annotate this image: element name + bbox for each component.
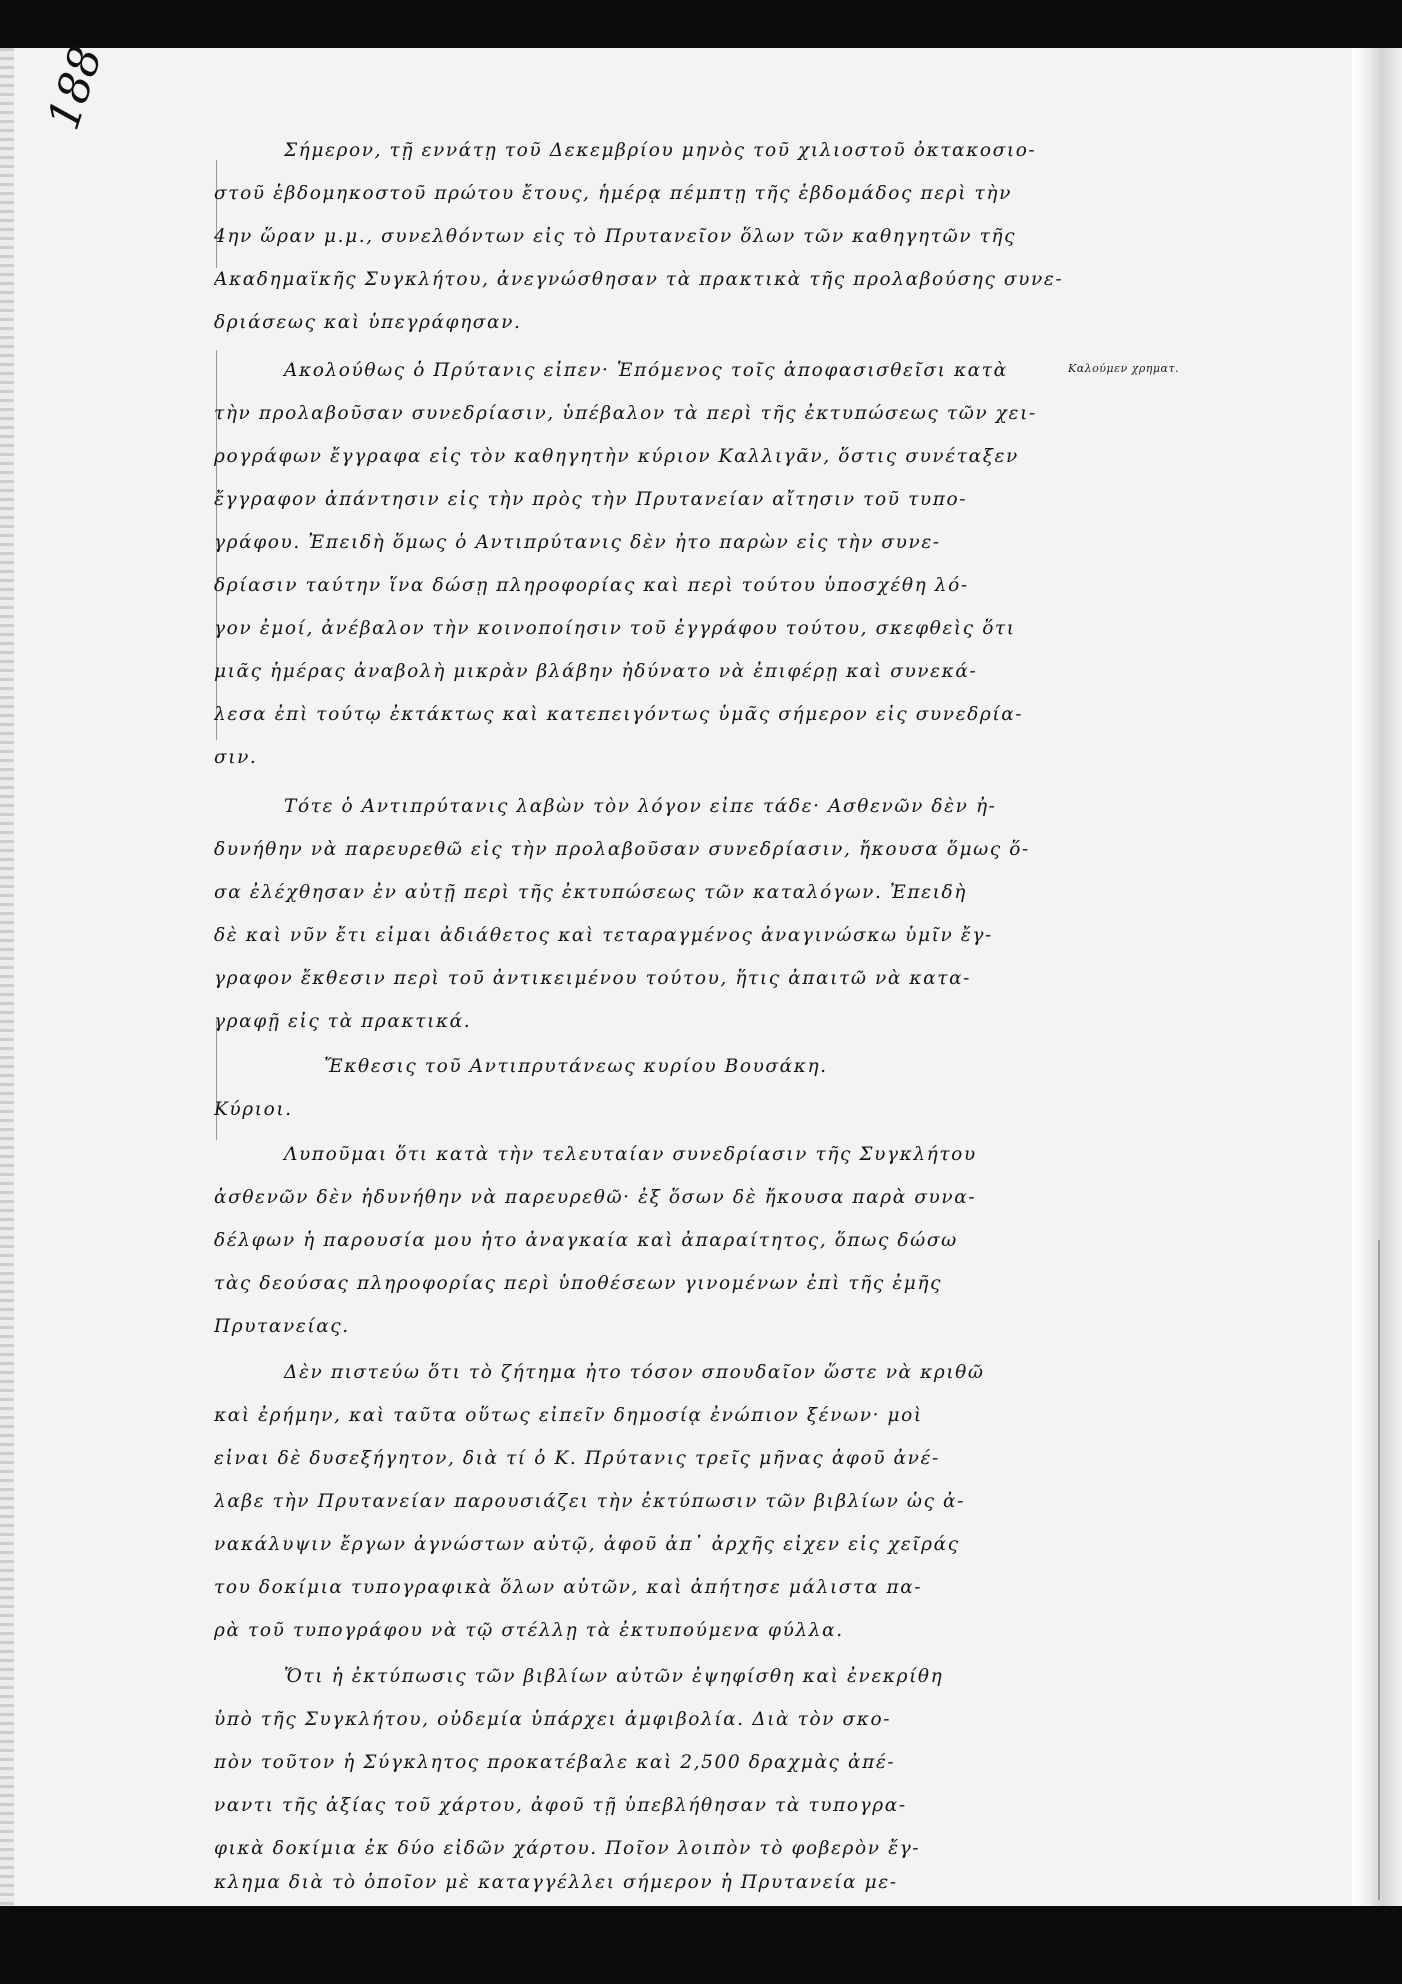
scan-right-shadow-line <box>1378 1240 1380 1900</box>
text-line: δὲ καὶ νῦν ἔτι εἶμαι ἀδιάθετος καὶ τεταραγμένος ἀναγινώσκω ὑμῖν ἔγ- <box>214 925 993 946</box>
text-line: Ἔκθεσις τοῦ Αντιπρυτάνεως κυρίου Βουσάκη. <box>324 1056 828 1077</box>
text-line: ρὰ τοῦ τυπογράφου νὰ τῷ στέλλῃ τὰ ἐκτυπούμενα φύλλα. <box>214 1620 844 1641</box>
text-line: τὰς δεούσας πληροφορίας περὶ ὑποθέσεων γινομένων ἐπὶ τῆς ἐμῆς <box>214 1273 943 1294</box>
text-line: Ακολούθως ὁ Πρύτανις εἶπεν· Ἑπόμενος τοῖς ἀποφασισθεῖσι κατὰ <box>284 360 1008 381</box>
text-line: Σήμερον, τῇ εννάτῃ τοῦ Δεκεμβρίου μηνὸς τοῦ χιλιοστοῦ ὀκτακοσιο- <box>284 140 1037 161</box>
text-line: Δὲν πιστεύω ὅτι τὸ ζήτημα ἦτο τόσον σπουδαῖον ὥστε νὰ κριθῶ <box>284 1362 985 1383</box>
text-line: στοῦ ἑβδομηκοστοῦ πρώτου ἔτους, ἡμέρᾳ πέμπτῃ τῆς ἑβδομάδος περὶ τὴν <box>214 183 1012 204</box>
text-line: λαβε τὴν Πρυτανείαν παρουσιάζει τὴν ἐκτύπωσιν τῶν βιβλίων ὡς ἀ- <box>214 1491 965 1512</box>
scan-top-border <box>0 0 1402 48</box>
text-line: τὴν προλαβοῦσαν συνεδρίασιν, ὑπέβαλον τὰ περὶ τῆς ἐκτυπώσεως τῶν χει- <box>214 403 1037 424</box>
scan-left-edge <box>0 48 14 1906</box>
text-line: δρίασιν ταύτην ἵνα δώσῃ πληροφορίας καὶ περὶ τούτου ὑποσχέθη λό- <box>214 575 969 596</box>
text-line: δριάσεως καὶ ὑπεγράφησαν. <box>214 312 522 333</box>
text-line: Πρυτανείας. <box>214 1316 350 1337</box>
text-line: ναντι τῆς ἀξίας τοῦ χάρτου, ἀφοῦ τῇ ὑπεβλήθησαν τὰ τυπογρα- <box>214 1795 907 1816</box>
text-line: Λυποῦμαι ὅτι κατὰ τὴν τελευταίαν συνεδρίασιν τῆς Συγκλήτου <box>284 1144 977 1165</box>
text-line: γραφῇ εἰς τὰ πρακτικά. <box>214 1011 472 1032</box>
text-line: κλημα διὰ τὸ ὁποῖον μὲ καταγγέλλει σήμερον ἡ Πρυτανεία με- <box>214 1872 898 1893</box>
text-line: πὸν τοῦτον ἡ Σύγκλητος προκατέβαλε καὶ 2,500 δραχμὰς ἀπέ- <box>214 1752 896 1773</box>
text-line: Ακαδημαϊκῆς Συγκλήτου, ἀνεγνώσθησαν τὰ πρακτικὰ τῆς προλαβούσης συνε- <box>214 269 1064 290</box>
text-line: Τότε ὁ Αντιπρύτανις λαβὼν τὸν λόγον εἶπε τάδε· Ασθενῶν δὲν ἠ- <box>284 796 997 817</box>
text-line: μιᾶς ἡμέρας ἀναβολὴ μικρὰν βλάβην ἠδύνατο νὰ ἐπιφέρῃ καὶ συνεκά- <box>214 661 978 682</box>
text-line: 4ην ὥραν μ.μ., συνελθόντων εἰς τὸ Πρυτανεῖον ὅλων τῶν καθηγητῶν τῆς <box>214 226 1017 247</box>
text-line: ὑπὸ τῆς Συγκλήτου, οὐδεμία ὑπάρχει ἀμφιβολία. Διὰ τὸν σκο- <box>214 1709 892 1730</box>
text-line: φικὰ δοκίμια ἐκ δύο εἰδῶν χάρτου. Ποῖον λοιπὸν τὸ φοβερὸν ἔγ- <box>214 1838 921 1859</box>
text-line: του δοκίμια τυπογραφικὰ ὅλων αὐτῶν, καὶ ἀπήτησε μάλιστα πα- <box>214 1577 923 1598</box>
text-line: εἶναι δὲ δυσεξήγητον, διὰ τί ὁ Κ. Πρύτανις τρεῖς μῆνας ἀφοῦ ἀνέ- <box>214 1448 940 1469</box>
page-number: 188 <box>38 40 113 136</box>
text-line: σιν. <box>214 747 258 768</box>
text-line: λεσα ἐπὶ τούτῳ ἐκτάκτως καὶ κατεπειγόντως ὑμᾶς σήμερον εἰς συνεδρία- <box>214 704 1024 725</box>
text-line: νακάλυψιν ἔργων ἀγνώστων αὐτῷ, ἀφοῦ ἀπ᾽ ἀρχῆς εἶχεν εἰς χεῖράς <box>214 1534 960 1555</box>
scan-bottom-border <box>0 1906 1402 1984</box>
text-line: γραφον ἔκθεσιν περὶ τοῦ ἀντικειμένου τούτου, ἥτις ἀπαιτῶ νὰ κατα- <box>214 968 972 989</box>
text-line: ἔγγραφον ἀπάντησιν εἰς τὴν πρὸς τὴν Πρυτανείαν αἴτησιν τοῦ τυπο- <box>214 489 968 510</box>
text-line: Ὅτι ἡ ἐκτύπωσις τῶν βιβλίων αὐτῶν ἐψηφίσθη καὶ ἐνεκρίθη <box>284 1666 944 1687</box>
text-line: καὶ ἐρήμην, καὶ ταῦτα οὕτως εἰπεῖν δημοσίᾳ ἐνώπιον ξένων· μοὶ <box>214 1405 923 1426</box>
text-line: ἀσθενῶν δὲν ἠδυνήθην νὰ παρευρεθῶ· ἐξ ὅσων δὲ ἤκουσα παρὰ συνα- <box>214 1187 977 1208</box>
text-line: δέλφων ἡ παρουσία μου ἦτο ἀναγκαία καὶ ἀπαραίτητος, ὅπως δώσω <box>214 1230 958 1251</box>
text-line: Κύριοι. <box>214 1099 293 1120</box>
text-line: γον ἐμοί, ἀνέβαλον τὴν κοινοποίησιν τοῦ ἐγγράφου τούτου, σκεφθεὶς ὅτι <box>214 618 1016 639</box>
scan-right-edge <box>1352 48 1402 1906</box>
text-line: δυνήθην νὰ παρευρεθῶ εἰς τὴν προλαβοῦσαν συνεδρίασιν, ἤκουσα ὅμως ὅ- <box>214 839 1030 860</box>
text-line: γράφου. Ἐπειδὴ ὅμως ὁ Αντιπρύτανις δὲν ἦτο παρὼν εἰς τὴν συνε- <box>214 532 941 553</box>
text-line: σα ἐλέχθησαν ἐν αὐτῇ περὶ τῆς ἐκτυπώσεως τῶν καταλόγων. Ἐπειδὴ <box>214 882 967 903</box>
margin-note: Καλούμεν χρηματ. <box>1068 362 1180 375</box>
text-line: ρογράφων ἔγγραφα εἰς τὸν καθηγητὴν κύριον Καλλιγᾶν, ὅστις συνέταξεν <box>214 446 1019 467</box>
